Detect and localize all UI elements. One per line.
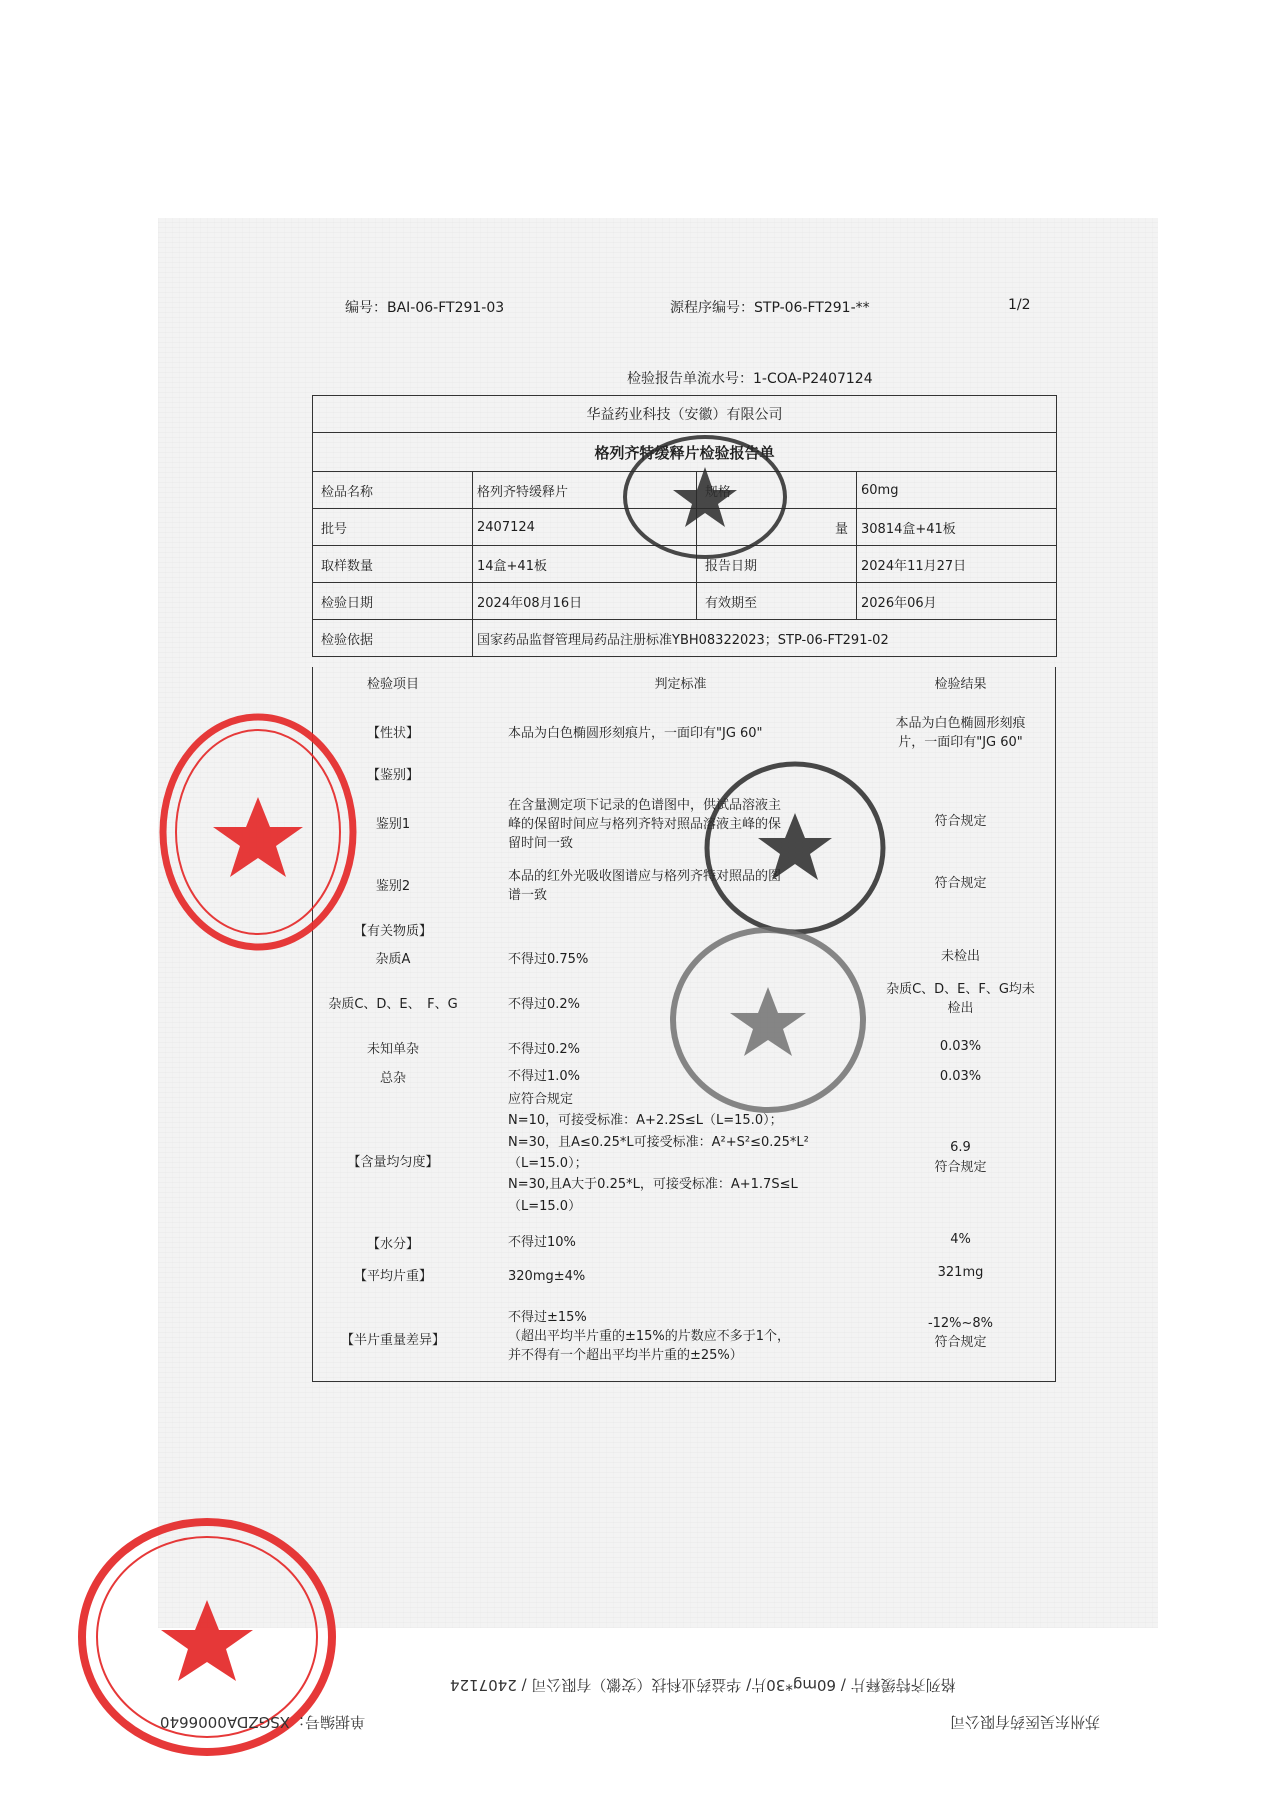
item-identification: 【鉴别】: [366, 768, 419, 783]
result-half-tablet-2: 符合规定: [934, 1335, 987, 1350]
item-unknown-impurity: 未知单杂: [366, 1042, 419, 1057]
result-uniformity-1: 6.9: [950, 1140, 971, 1155]
standard-uniformity-1: 应符合规定: [508, 1092, 574, 1107]
mirrored-footer-line2: 苏州东吴医药有限公司: [950, 1713, 1101, 1731]
page-number: 1/2: [1008, 297, 1031, 313]
result-impurity-cdefg-2: 检出: [947, 1001, 974, 1016]
column-header-result: 检验结果: [934, 677, 987, 692]
batch-label: 批号: [313, 509, 473, 546]
result-appearance-2: 片，一面印有"JG 60": [898, 735, 1023, 750]
source-program-number: 源程序编号：STP-06-FT291-**: [670, 300, 870, 316]
item-ident1: 鉴别1: [375, 817, 411, 832]
column-header-item: 检验项目: [366, 677, 419, 692]
mirrored-footer-line1: 格列齐特缓释片 / 60mg*30片/ 华益药业科技（安徽）有限公司 / 2407124: [450, 1676, 956, 1694]
item-water: 【水分】: [366, 1237, 419, 1252]
report-serial-number: 检验报告单流水号：1-COA-P2407124: [627, 371, 873, 387]
sample-label: 取样数量: [313, 546, 473, 583]
report-date-value: 2024年11月27日: [857, 546, 1057, 583]
doc-number: 编号：BAI-06-FT291-03: [345, 300, 505, 316]
column-header-standard: 判定标准: [654, 677, 707, 692]
standard-uniformity-5: N=30,且A大于0.25*L，可接受标准：A+1.7S≤L: [508, 1177, 798, 1192]
item-related-substances: 【有关物质】: [353, 924, 432, 939]
result-half-tablet-1: -12%~8%: [927, 1316, 994, 1331]
basis-label: 检验依据: [313, 620, 473, 657]
result-ident1: 符合规定: [934, 814, 987, 829]
standard-uniformity-4: （L=15.0）；: [508, 1156, 588, 1171]
standard-unknown-impurity: 不得过0.2%: [508, 1042, 581, 1057]
item-half-tablet: 【半片重量差异】: [340, 1333, 445, 1348]
item-impurity-cdefg: 杂质C、D、E、 F、G: [328, 997, 458, 1012]
item-avg-weight: 【平均片重】: [353, 1269, 432, 1284]
result-uniformity-2: 符合规定: [934, 1160, 987, 1175]
huayi-seal-stamp: [620, 432, 790, 562]
item-total-impurity: 总杂: [379, 1071, 406, 1086]
result-total-impurity: 0.03%: [939, 1069, 982, 1084]
spec-value: 60mg: [857, 472, 1057, 509]
mirrored-footer-line3: 单据编号：XSGZDA0006640: [160, 1713, 366, 1731]
company-name: 华益药业科技（安徽）有限公司: [313, 396, 1057, 433]
standard-ident2-2: 谱一致: [508, 888, 548, 903]
quantity-label: 量: [697, 509, 857, 546]
standard-half-tablet-2: （超出平均半片重的±15%的片数应不多于1个，: [508, 1329, 791, 1344]
standard-ident1-1: 在含量测定项下记录的色谱图中，供试品溶液主: [508, 798, 782, 813]
quantity-value: 30814盒+41板: [857, 509, 1057, 546]
result-impurity-a: 未检出: [940, 949, 980, 964]
standard-uniformity-6: （L=15.0）: [508, 1199, 582, 1214]
product-name-value: 格列齐特缓释片: [473, 472, 697, 509]
report-title: 格列齐特缓释片检验报告单: [313, 433, 1057, 472]
standard-half-tablet-1: 不得过±15%: [508, 1310, 587, 1325]
standard-uniformity-2: N=10，可接受标准：A+2.2S≤L（L=15.0）；: [508, 1113, 783, 1128]
result-impurity-cdefg-1: 杂质C、D、E、F、G均未: [886, 982, 1035, 997]
item-ident2: 鉴别2: [375, 879, 411, 894]
standard-uniformity-3: N=30，且A≤0.25*L可接受标准：A²+S²≤0.25*L²: [508, 1135, 809, 1150]
result-water: 4%: [950, 1232, 971, 1247]
test-date-label: 检验日期: [313, 583, 473, 620]
result-avg-weight: 321mg: [937, 1265, 984, 1280]
product-name-label: 检品名称: [313, 472, 473, 509]
standard-avg-weight: 320mg±4%: [508, 1269, 586, 1284]
expiry-label: 有效期至: [697, 583, 857, 620]
standard-half-tablet-3: 并不得有一个超出平均半片重的±25%）: [508, 1348, 743, 1363]
expiry-value: 2026年06月: [857, 583, 1057, 620]
standard-appearance: 本品为白色椭圆形刻痕片，一面印有"JG 60": [508, 726, 763, 741]
batch-value: 2407124: [473, 509, 697, 546]
standard-impurity-a: 不得过0.75%: [508, 952, 589, 967]
item-appearance: 【性状】: [366, 726, 419, 741]
standard-ident1-2: 峰的保留时间应与格列齐特对照品溶液主峰的保: [508, 817, 782, 832]
test-date-value: 2024年08月16日: [473, 583, 697, 620]
result-appearance-1: 本品为白色椭圆形刻痕: [895, 716, 1026, 731]
report-date-label: 报告日期: [697, 546, 857, 583]
result-ident2: 符合规定: [934, 876, 987, 891]
standard-ident1-3: 留时间一致: [508, 836, 574, 851]
result-unknown-impurity: 0.03%: [939, 1039, 982, 1054]
jiangxi-seal-stamp: [668, 925, 868, 1115]
item-impurity-a: 杂质A: [375, 952, 411, 967]
hefei-seal-stamp: [158, 712, 358, 952]
standard-ident2-1: 本品的红外光吸收图谱应与格列齐特对照品的图: [508, 869, 782, 884]
jiulongzhou-seal-stamp: [700, 758, 890, 938]
basis-value: 国家药品监督管理局药品注册标准YBH08322023；STP-06-FT291-02: [473, 620, 1057, 657]
standard-impurity-cdefg: 不得过0.2%: [508, 997, 581, 1012]
item-content-uniformity: 【含量均匀度】: [347, 1155, 439, 1170]
standard-water: 不得过10%: [508, 1235, 576, 1250]
standard-total-impurity: 不得过1.0%: [508, 1069, 581, 1084]
sample-value: 14盒+41板: [473, 546, 697, 583]
